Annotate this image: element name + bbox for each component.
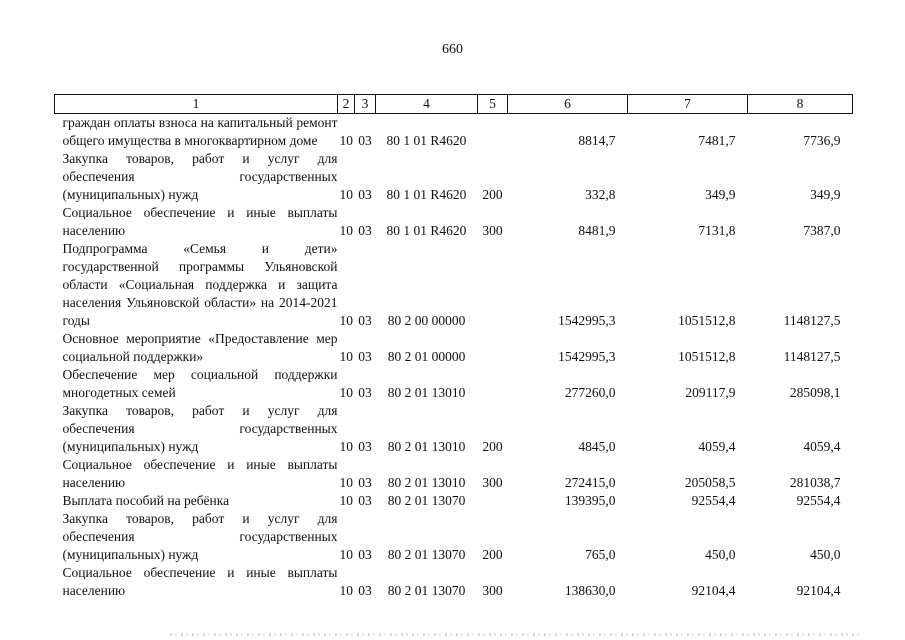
section-code-cell: 10	[339, 583, 353, 598]
subsection-code-cell: 03	[358, 223, 372, 238]
amount-col8-cell: 450,0	[810, 547, 841, 562]
expense-type-cell	[478, 366, 508, 402]
amount-col6-cell: 138630,0	[564, 583, 616, 598]
subsection-code-cell: 03	[358, 439, 372, 454]
amount-col7-cell: 450,0	[705, 547, 736, 562]
table-row	[55, 330, 853, 366]
section-code-cell: 10	[339, 349, 353, 364]
row-name-cell: Закупка товаров, работ и услуг для обеспечения государственных (муниципальных) нужд	[62, 511, 338, 562]
target-article-cell: 80 2 01 13010	[387, 475, 466, 490]
amount-col8-cell: 7387,0	[803, 223, 841, 238]
row-name-cell: Социальное обеспечение и иные выплаты населению	[62, 205, 338, 238]
table-row	[55, 492, 853, 510]
expense-type-cell	[478, 240, 508, 330]
target-article-cell: 80 2 01 00000	[387, 349, 466, 364]
budget-table	[54, 94, 853, 600]
amount-col8-cell: 281038,7	[789, 475, 841, 490]
table-body	[55, 114, 853, 601]
subsection-code-cell: 03	[358, 493, 372, 508]
subsection-code-cell: 03	[358, 187, 372, 202]
row-name-cell: Обеспечение мер социальной поддержки многодетных семей	[62, 367, 338, 400]
subsection-code-cell: 03	[358, 133, 372, 148]
table-row	[55, 240, 853, 330]
column-header-7: 7	[628, 95, 748, 114]
row-name-cell: Подпрограмма «Семья и дети» государственной программы Ульяновской области «Социальная поддержка и защита населения Ульяновской области» на 2014-2021 годы	[62, 241, 338, 328]
amount-col6-cell: 765,0	[585, 547, 616, 562]
amount-col8-cell: 1148127,5	[783, 349, 841, 364]
row-name-cell: Закупка товаров, работ и услуг для обеспечения государственных (муниципальных) нужд	[62, 403, 338, 454]
amount-col8-cell: 349,9	[810, 187, 841, 202]
section-code-cell: 10	[339, 475, 353, 490]
expense-type-cell: 300	[482, 475, 503, 490]
section-code-cell: 10	[339, 547, 353, 562]
amount-col7-cell: 92104,4	[691, 583, 736, 598]
amount-col7-cell: 1051512,8	[678, 313, 736, 328]
expense-type-cell	[478, 492, 508, 510]
amount-col6-cell: 139395,0	[564, 493, 616, 508]
table-row	[55, 114, 853, 151]
subsection-code-cell: 03	[358, 313, 372, 328]
target-article-cell: 80 1 01 R4620	[386, 187, 467, 202]
amount-col6-cell: 8814,7	[578, 133, 616, 148]
scan-artifact	[170, 633, 860, 636]
expense-type-cell: 300	[482, 223, 503, 238]
amount-col8-cell: 4059,4	[803, 439, 841, 454]
row-name-cell: Закупка товаров, работ и услуг для обеспечения государственных (муниципальных) нужд	[62, 151, 338, 202]
column-header-4: 4	[376, 95, 478, 114]
subsection-code-cell: 03	[358, 547, 372, 562]
expense-type-cell: 200	[482, 439, 503, 454]
header-row	[55, 95, 853, 114]
amount-col6-cell: 4845,0	[578, 439, 616, 454]
target-article-cell: 80 2 01 13070	[387, 583, 466, 598]
table-row	[55, 510, 853, 564]
amount-col8-cell: 1148127,5	[783, 313, 841, 328]
amount-col8-cell: 285098,1	[789, 385, 841, 400]
expense-type-cell: 300	[482, 583, 503, 598]
section-code-cell: 10	[339, 313, 353, 328]
expense-type-cell: 200	[482, 187, 503, 202]
page-number: 660	[442, 42, 463, 57]
amount-col7-cell: 7481,7	[698, 133, 736, 148]
column-header-2: 2	[338, 95, 355, 114]
expense-type-cell: 200	[482, 547, 503, 562]
amount-col7-cell: 4059,4	[698, 439, 736, 454]
amount-col7-cell: 205058,5	[684, 475, 736, 490]
table-row	[55, 204, 853, 240]
amount-col6-cell: 277260,0	[564, 385, 616, 400]
amount-col6-cell: 1542995,3	[558, 313, 616, 328]
amount-col8-cell: 92104,4	[796, 583, 841, 598]
subsection-code-cell: 03	[358, 385, 372, 400]
table-header	[55, 95, 853, 114]
subsection-code-cell: 03	[358, 583, 372, 598]
amount-col7-cell: 92554,4	[691, 493, 736, 508]
target-article-cell: 80 2 00 00000	[387, 313, 466, 328]
amount-col6-cell: 8481,9	[578, 223, 616, 238]
section-code-cell: 10	[339, 223, 353, 238]
column-header-8: 8	[748, 95, 853, 114]
section-code-cell: 10	[339, 385, 353, 400]
row-name-cell: Выплата пособий на ребёнка	[62, 493, 230, 508]
row-name-cell: Социальное обеспечение и иные выплаты населению	[62, 457, 338, 490]
subsection-code-cell: 03	[358, 349, 372, 364]
expense-type-cell	[478, 114, 508, 151]
target-article-cell: 80 2 01 13070	[387, 493, 466, 508]
table-row	[55, 456, 853, 492]
table-row	[55, 366, 853, 402]
table-row	[55, 564, 853, 600]
amount-col6-cell: 272415,0	[564, 475, 616, 490]
section-code-cell: 10	[339, 439, 353, 454]
amount-col7-cell: 7131,8	[698, 223, 736, 238]
row-name-cell: Основное мероприятие «Предоставление мер социальной поддержки»	[62, 331, 338, 364]
column-header-3: 3	[355, 95, 376, 114]
target-article-cell: 80 1 01 R4620	[386, 133, 467, 148]
target-article-cell: 80 2 01 13010	[387, 385, 466, 400]
column-header-1: 1	[55, 95, 338, 114]
expense-type-cell	[478, 330, 508, 366]
subsection-code-cell: 03	[358, 475, 372, 490]
section-code-cell: 10	[339, 493, 353, 508]
column-header-6: 6	[508, 95, 628, 114]
table-row	[55, 402, 853, 456]
amount-col7-cell: 209117,9	[685, 385, 736, 400]
target-article-cell: 80 2 01 13010	[387, 439, 466, 454]
amount-col7-cell: 349,9	[705, 187, 736, 202]
target-article-cell: 80 1 01 R4620	[386, 223, 467, 238]
amount-col8-cell: 7736,9	[803, 133, 841, 148]
section-code-cell: 10	[339, 133, 353, 148]
amount-col6-cell: 1542995,3	[558, 349, 616, 364]
amount-col7-cell: 1051512,8	[678, 349, 736, 364]
amount-col6-cell: 332,8	[585, 187, 616, 202]
target-article-cell: 80 2 01 13070	[387, 547, 466, 562]
table-row	[55, 150, 853, 204]
row-name-cell: Социальное обеспечение и иные выплаты населению	[62, 565, 338, 598]
section-code-cell: 10	[339, 187, 353, 202]
column-header-5: 5	[478, 95, 508, 114]
amount-col8-cell: 92554,4	[796, 493, 841, 508]
row-name-cell: граждан оплаты взноса на капитальный ремонт общего имущества в многоквартирном доме	[62, 115, 338, 148]
